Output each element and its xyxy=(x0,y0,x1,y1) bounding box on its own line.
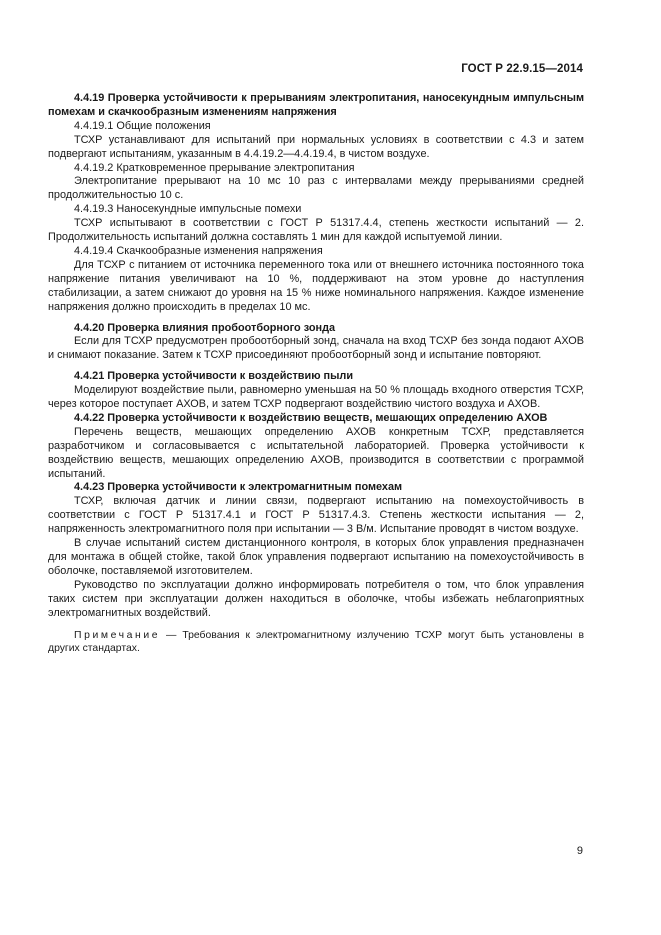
body-paragraph: Руководство по эксплуатации должно информировать потребителя о том, что блок управления таких систем при эксплуатации должен находиться в оболочке, чтобы избежать неблагоприятных электромагнитных воздействий. xyxy=(48,578,584,619)
body-paragraph: ТСХР, включая датчик и линии связи, подвергают испытанию на помехоустойчивость в соответствии с ГОСТ Р 51317.4.1 и ГОСТ Р 51317.4.3. Степень жесткости испытания — 2, напряженность электромагнитного поля при испытании — 3 В/м. Испытание проводят в чистом воздухе. xyxy=(48,495,584,536)
body-paragraph: Моделируют воздействие пыли, равномерно уменьшая на 50 % площадь входного отверстия ТСХР, через которое поступает АХОВ, и затем ТСХР подвергают воздействию чистого воздуха и АХОВ. xyxy=(48,384,584,411)
body-paragraph: ТСХР устанавливают для испытаний при нормальных условиях в соответствии с 4.3 и затем подвергают испытаниям, указанным в 4.4.19.2—4.4.19.4, в чистом воздухе. xyxy=(48,133,584,160)
body-paragraph: 4.4.19.4 Скачкообразные изменения напряжения xyxy=(74,244,323,257)
body-paragraph: 4.4.19.3 Наносекундные импульсные помехи xyxy=(74,203,302,216)
body-paragraph: Для ТСХР с питанием от источника переменного тока или от внешнего источника постоянного тока напряжение питания увеличивают на 10 %, поддерживают на этом уровне до наступления стабилизации, а затем снижают до уровня на 15 % ниже номинального напряжения. Каждое изменение напряжения должно происходить в пределах 10 мс. xyxy=(48,258,584,313)
note-text: — Требования к электромагнитному излучению ТСХР могут быть установлены в других стандартах. xyxy=(48,629,584,654)
section-heading: 4.4.22 Проверка устойчивости к воздействию веществ, мешающих определению АХОВ xyxy=(74,411,548,424)
document-header: ГОСТ Р 22.9.15—2014 xyxy=(461,63,583,75)
body-paragraph: 4.4.19.2 Кратковременное прерывание электропитания xyxy=(74,161,355,174)
section-heading: 4.4.23 Проверка устойчивости к электромагнитным помехам xyxy=(74,481,403,494)
note-paragraph xyxy=(48,629,584,656)
note-label: Примечание xyxy=(74,629,161,641)
body-paragraph: Перечень веществ, мешающих определению АХОВ конкретным ТСХР, представляется разработчиком и согласовывается с испытательной лабораторией. Проверка устойчивости к воздействию веществ, мешающих определению АХОВ, производится в соответствии с программой испытаний. xyxy=(48,425,584,480)
body-paragraph: Если для ТСХР предусмотрен пробоотборный зонд, сначала на вход ТСХР без зонда подают АХОВ и снимают показание. Затем к ТСХР присоединяют пробоотборный зонд и испытание повторяют. xyxy=(48,335,584,362)
section-heading: 4.4.20 Проверка влияния пробоотборного зонда xyxy=(74,321,336,334)
document-body xyxy=(48,92,584,655)
body-paragraph: ТСХР испытывают в соответствии с ГОСТ Р 51317.4.4, степень жесткости испытаний — 2. Продолжительность испытаний должна составлять 1 мин для каждой испытуемой линии. xyxy=(48,217,584,244)
section-heading: 4.4.21 Проверка устойчивости к воздействию пыли xyxy=(74,370,354,383)
page-number: 9 xyxy=(576,845,583,857)
sections-container xyxy=(48,92,584,621)
body-paragraph: Электропитание прерывают на 10 мс 10 раз с интервалами между прерываниями средней продолжительностью 10 с. xyxy=(48,175,584,202)
body-paragraph: 4.4.19.1 Общие положения xyxy=(74,119,211,132)
body-paragraph: В случае испытаний систем дистанционного контроля, в которых блок управления предназначен для монтажа в общей стойке, такой блок управления подвергают испытанию на помехоустойчивость в оболочке, поставляемой изготовителем. xyxy=(48,537,584,577)
section-heading: 4.4.19 Проверка устойчивости к прерываниям электропитания, наносекундным импульсным помехам и скачкообразным изменениям напряжения xyxy=(48,92,584,118)
